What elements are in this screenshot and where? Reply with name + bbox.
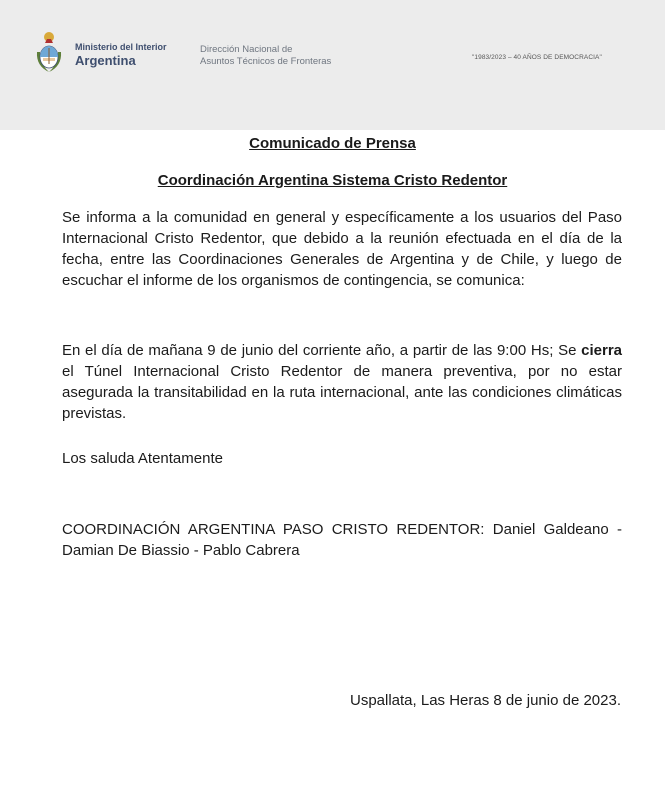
announcement-text-end: el Túnel Internacional Cristo Redentor de manera preventiva, por no estar asegurada la transitabilidad en la ruta internacional, ante las condiciones climáticas previstas. [62,363,622,422]
ministry-line-2: Argentina [75,53,136,68]
announcement-bold-word: cierra [581,342,622,359]
ministry-line-1: Ministerio del Interior [75,42,167,52]
closing-text: Los saluda Atentamente [62,450,223,467]
direccion-line-1: Dirección Nacional de [200,44,293,55]
page-subtitle: Coordinación Argentina Sistema Cristo Redentor [157,172,508,189]
ministry-name [75,42,167,69]
announcement-text-start: En el día de mañana 9 de junio del corriente año, a partir de las 9:00 Hs; Se [62,342,582,359]
page-title: Comunicado de Prensa [249,135,416,152]
direccion-line-2: Asuntos Técnicos de Fronteras [200,56,332,67]
argentina-coat-of-arms-icon [34,30,64,74]
dateline: Uspallata, Las Heras 8 de junio de 2023. [349,692,621,709]
paragraph-announcement [62,340,622,424]
paragraph-intro: Se informa a la comunidad en general y específicamente a los usuarios del Paso Internacional Cristo Redentor, que debido a la reunión efectuada en el día de la fecha, entre las Coordinaciones Generales de Argentina y de Chile, y luego de escuchar el informe de los organismos de contingencia, se comunica: [62,209,622,289]
motto-text: "1983/2023 – 40 AÑOS DE DEMOCRACIA" [472,54,602,61]
letterhead [0,0,665,130]
direccion-name [200,44,331,68]
signatories-text: COORDINACIÓN ARGENTINA PASO CRISTO REDENTOR: Daniel Galdeano - Damian De Biassio - Pablo Cabrera [62,521,622,559]
